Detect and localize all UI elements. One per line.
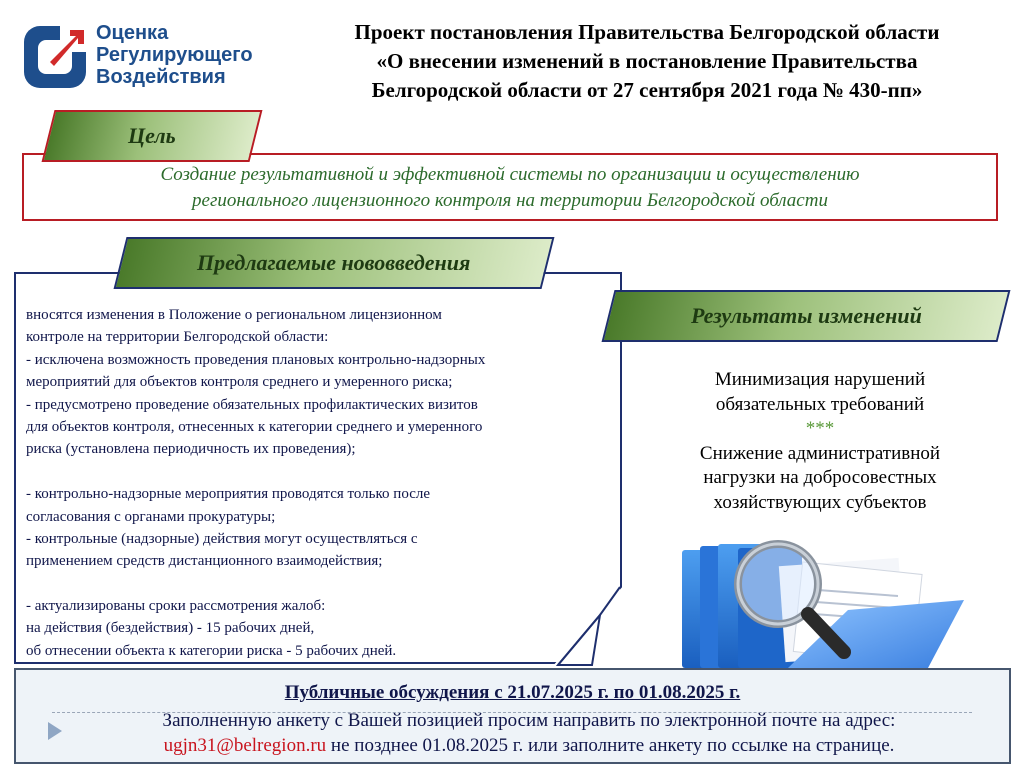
result-line: хозяйствующих субъектов <box>713 491 927 513</box>
proposals-text <box>26 304 611 662</box>
logo-line: Оценка <box>96 22 169 44</box>
results-banner <box>602 290 1011 342</box>
proposal-line: - предусмотрено проведение обязательных профилактических визитов <box>26 396 478 413</box>
results-label: Результаты изменений <box>690 303 922 328</box>
proposal-line: на действия (бездействия) - 15 рабочих дней, <box>26 620 315 637</box>
proposals-label: Предлагаемые нововведения <box>197 250 471 275</box>
proposal-line: вносятся изменения в Положение о региональном лицензионном <box>26 307 442 323</box>
proposal-line: - контрольно-надзорные мероприятия проводятся только после <box>26 486 430 503</box>
proposals-banner <box>114 237 555 289</box>
goal-line: Создание результативной и эффективной системы по организации и осуществлению <box>160 164 860 185</box>
proposal-line: согласования с органами прокуратуры; <box>26 508 276 525</box>
page-title <box>292 18 1002 105</box>
result-line: обязательных требований <box>715 393 925 415</box>
goal-line: регионального лицензионного контроля на территории Белгородской области <box>192 190 828 211</box>
proposal-line: для объектов контроля, отнесенных к категории среднего и умеренного <box>26 418 483 435</box>
result-line: Снижение административной <box>699 442 941 464</box>
proposal-line: - контрольные (надзорные) действия могут осуществляться с <box>26 530 418 547</box>
proposal-line: мероприятий для объектов контроля среднего и умеренного риска; <box>26 374 453 391</box>
proposal-line: применением средств дистанционного взаимодействия; <box>26 553 383 570</box>
proposal-line: об отнесении объекта к категории риска - 5 рабочих дней. <box>26 642 397 659</box>
title-line: «О внесении изменений в постановление Правительства <box>376 49 918 73</box>
discussion-deadline <box>14 735 1024 757</box>
proposal-line: контроле на территории Белгородской области: <box>26 329 329 346</box>
discussion-title: Публичные обсуждения с 21.07.2025 г. по 01.08.2025 г. <box>284 682 741 703</box>
results-separator: *** <box>805 418 835 440</box>
deadline-text: не позднее 01.08.2025 г. или заполните анкету по ссылке на странице. <box>326 735 895 756</box>
logo-line: Регулирующего <box>96 44 253 66</box>
title-line: Проект постановления Правительства Белгородской области <box>354 20 940 44</box>
proposal-line <box>26 461 611 483</box>
proposal-line <box>26 573 611 595</box>
proposal-line: - исключена возможность проведения плановых контрольно-надзорных <box>26 351 486 368</box>
goal-box <box>22 153 998 221</box>
logo-line: Воздействия <box>96 66 226 88</box>
proposal-line: - актуализированы сроки рассмотрения жалоб: <box>26 598 326 615</box>
logo-text <box>96 22 253 88</box>
result-line: нагрузки на добросовестных <box>703 467 937 489</box>
discussion-instruction: Заполненную анкету с Вашей позицией просим направить по электронной почте на адрес: <box>162 710 896 731</box>
folders-magnifier-icon <box>678 540 964 668</box>
logo-icon <box>20 22 90 92</box>
results-text <box>640 368 1000 516</box>
email-link[interactable]: ugjn31@belregion.ru <box>163 735 327 756</box>
goal-banner <box>42 110 263 162</box>
proposal-line: риска (установлена периодичность их проведения); <box>26 441 356 458</box>
goal-label: Цель <box>128 123 176 148</box>
title-line: Белгородской области от 27 сентября 2021 года № 430-пп» <box>371 78 923 102</box>
result-line: Минимизация нарушений <box>714 369 926 390</box>
